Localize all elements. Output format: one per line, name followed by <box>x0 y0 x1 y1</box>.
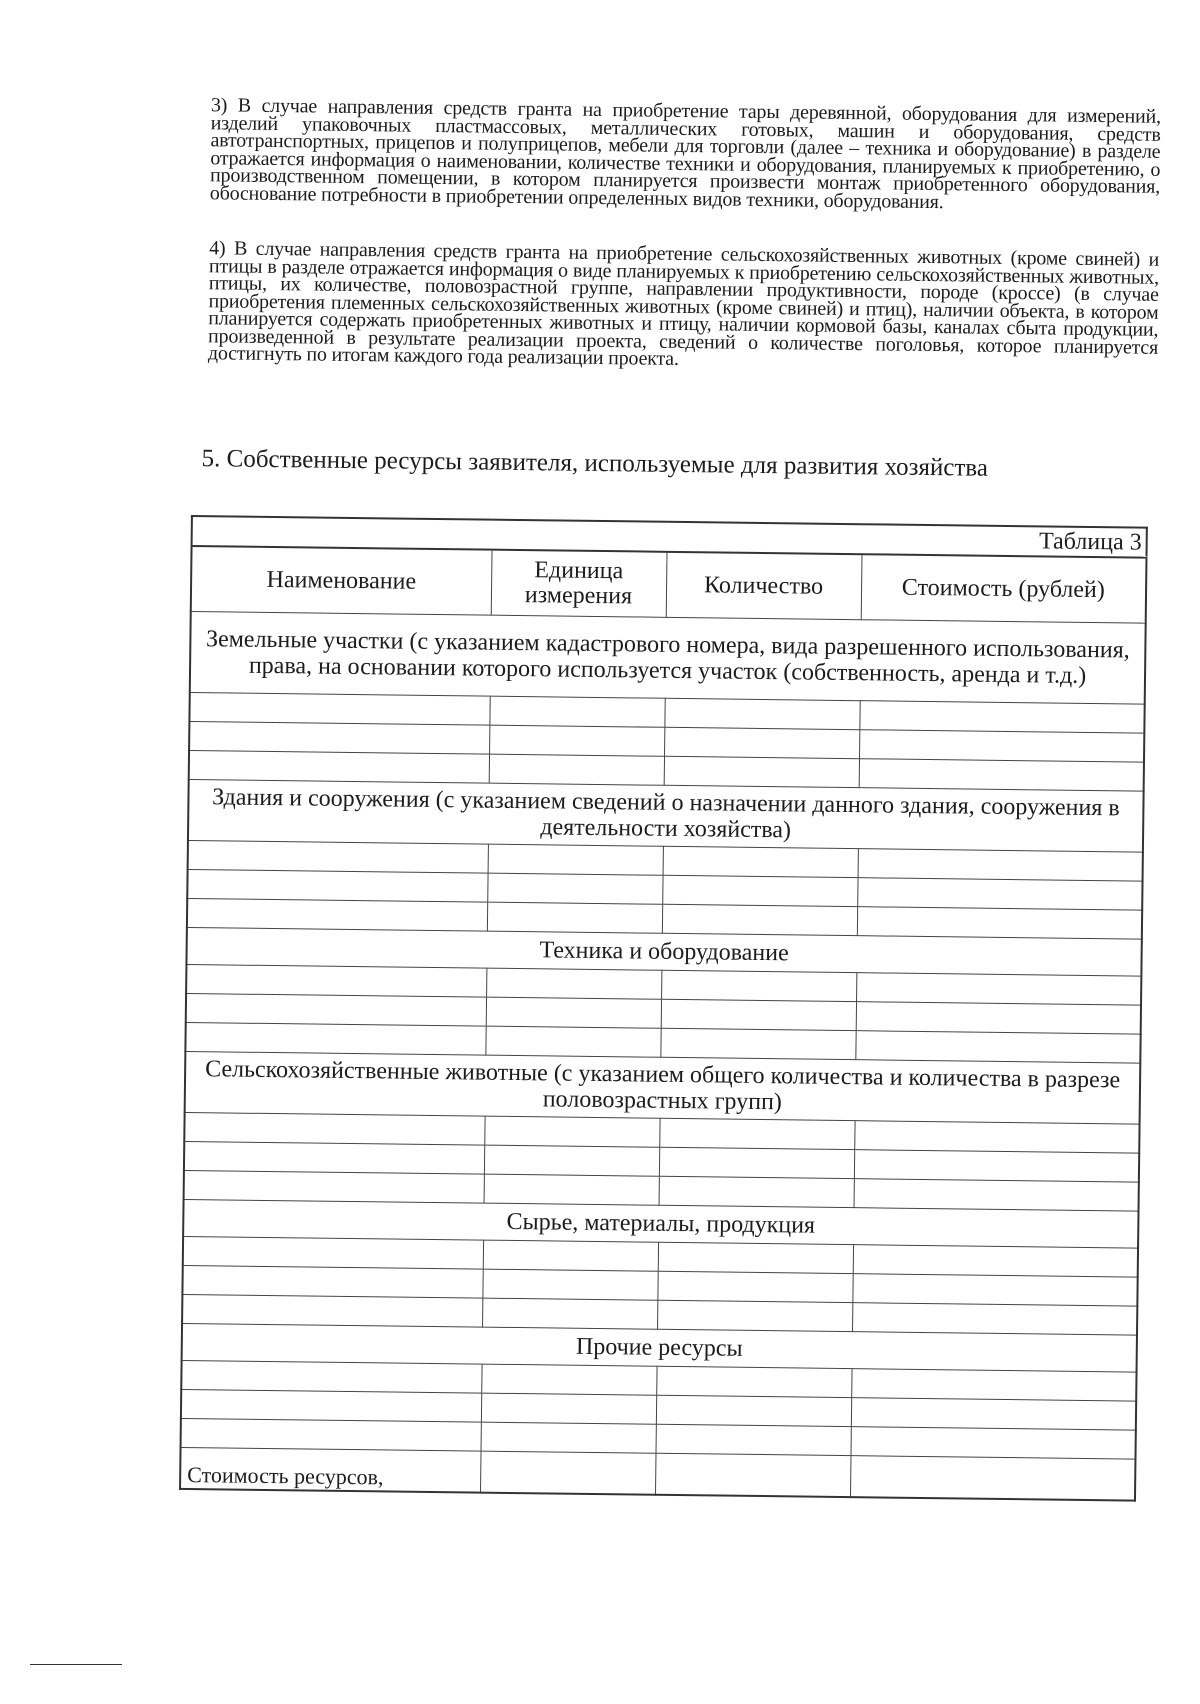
table-cell[interactable] <box>485 1026 660 1057</box>
resources-table <box>179 515 1148 1502</box>
table-cell[interactable] <box>486 968 661 999</box>
table-cell[interactable] <box>186 964 486 997</box>
table-cell[interactable] <box>187 869 487 902</box>
table-cell[interactable] <box>658 1242 853 1273</box>
header-unit: Единица измерения <box>491 550 667 618</box>
table-cell[interactable] <box>656 1424 851 1455</box>
table-cell[interactable] <box>481 1422 656 1453</box>
table-cell[interactable] <box>854 1179 1139 1211</box>
table-cell[interactable] <box>182 1294 482 1327</box>
table-cell[interactable] <box>859 759 1144 791</box>
table-cell[interactable] <box>480 1451 655 1495</box>
footnote-separator <box>30 1664 122 1665</box>
table-cell[interactable] <box>859 730 1144 762</box>
table-cell[interactable] <box>656 1366 851 1397</box>
table-caption: Таблица 3 <box>1038 528 1142 556</box>
table-cell[interactable] <box>659 1147 854 1178</box>
table-cell[interactable] <box>188 840 488 873</box>
table-cell[interactable] <box>859 701 1144 733</box>
table-cell[interactable] <box>662 875 857 906</box>
section-animals: Сельскохозяйственные животные (с указанием общего количества и количества в разрезе половозрастных групп) <box>185 1051 1141 1124</box>
table-cell[interactable] <box>657 1271 852 1302</box>
table-cell[interactable] <box>856 1002 1141 1034</box>
table-cell[interactable] <box>659 1176 854 1207</box>
table-cell[interactable] <box>664 698 859 729</box>
table-cell[interactable] <box>181 1389 481 1422</box>
table-cell[interactable] <box>484 1174 659 1205</box>
table-cell[interactable] <box>854 1150 1139 1182</box>
table-header-row <box>191 546 1147 623</box>
table-cell[interactable] <box>659 1118 854 1149</box>
table-cell[interactable] <box>850 1427 1135 1459</box>
section-buildings: Здания и сооружения (с указанием сведений о назначении данного здания, сооружения в деятельности хозяйства) <box>188 779 1144 852</box>
total-label: Стоимость ресурсов, <box>180 1447 480 1492</box>
table-cell[interactable] <box>853 1245 1138 1277</box>
table-cell[interactable] <box>184 1170 484 1203</box>
table-cell[interactable] <box>185 1022 485 1055</box>
table-cell[interactable] <box>186 993 486 1026</box>
table-cell[interactable] <box>189 750 489 783</box>
table-cell[interactable] <box>182 1265 482 1298</box>
table-cell[interactable] <box>183 1236 483 1269</box>
table-cell[interactable] <box>189 721 489 754</box>
table-cell[interactable] <box>851 1398 1136 1430</box>
resources-table-container <box>179 515 1146 1502</box>
table-cell[interactable] <box>488 844 663 875</box>
section-heading: 5. Собственные ресурсы заявителя, используемые для развития хозяйства <box>201 445 989 482</box>
section-land: Земельные участки (с указанием кадастрового номера, вида разрешенного использования, права, на основании которого используется участок (собственность, аренда и т.д.) <box>190 612 1146 705</box>
table-cell[interactable] <box>852 1274 1137 1306</box>
table-cell[interactable] <box>187 898 487 931</box>
table-cell[interactable] <box>489 696 664 727</box>
table-cell[interactable] <box>481 1393 656 1424</box>
table-cell[interactable] <box>657 1300 852 1331</box>
section-other-resources: Прочие ресурсы <box>182 1323 1137 1372</box>
table-cell[interactable] <box>854 1121 1139 1153</box>
table-cell[interactable] <box>483 1240 658 1271</box>
table-cell[interactable] <box>851 1369 1136 1401</box>
section-equipment: Техника и оборудование <box>186 927 1141 976</box>
table-cell[interactable] <box>852 1303 1137 1335</box>
table-cell[interactable] <box>489 754 664 785</box>
table-cell[interactable] <box>487 902 662 933</box>
table-cell[interactable] <box>664 756 859 787</box>
table-cell[interactable] <box>481 1364 656 1395</box>
table-cell[interactable] <box>855 1031 1140 1063</box>
header-cost: Стоимость (рублей) <box>861 554 1147 623</box>
table-cell[interactable] <box>486 997 661 1028</box>
table-cell[interactable] <box>660 1028 855 1059</box>
table-cell[interactable] <box>484 1145 659 1176</box>
table-cell[interactable] <box>184 1141 484 1174</box>
table-cell[interactable] <box>857 878 1142 910</box>
table-cell[interactable] <box>181 1360 481 1393</box>
table-cell[interactable] <box>489 725 664 756</box>
table-cell[interactable] <box>850 1456 1136 1501</box>
table-cell[interactable] <box>189 692 489 725</box>
table-cell[interactable] <box>482 1298 657 1329</box>
table-cell[interactable] <box>482 1269 657 1300</box>
table-cell[interactable] <box>663 846 858 877</box>
table-cell[interactable] <box>857 907 1142 939</box>
table-cell[interactable] <box>661 999 856 1030</box>
table-cell[interactable] <box>661 970 856 1001</box>
table-cell[interactable] <box>656 1395 851 1426</box>
table-cell[interactable] <box>662 904 857 935</box>
table-cell[interactable] <box>181 1418 481 1451</box>
table-cell[interactable] <box>484 1116 659 1147</box>
header-quantity: Количество <box>666 552 862 620</box>
table-cell[interactable] <box>664 727 859 758</box>
table-cell[interactable] <box>655 1453 850 1497</box>
table-cell[interactable] <box>184 1112 484 1145</box>
section-raw-materials: Сырье, материалы, продукция <box>183 1199 1138 1248</box>
table-cell[interactable] <box>858 849 1143 881</box>
table-cell[interactable] <box>487 873 662 904</box>
paragraph-4: 4) В случае направления средств гранта на приобретение сельскохозяйственных животных (кроме свиней) и птицы в разделе отражается информация о виде планируемых к приобретению сельскохозяйственных животных, птицы, их количестве, половозрастной группе, направлении продуктивности, породе (кроссе) (в случае приобретения племенных сельскохозяйственных животных (кроме свиней) и птиц), наличии объекта, в котором планируется содержать приобретенных животных и птицу, наличии кормовой базы, каналах сбыта продукции, произведенной в результате реализации проекта, сведений о количестве поголовья, которое планируется достигнуть по итогам каждого года реализации проекта. <box>207 237 1160 370</box>
table-cell[interactable] <box>856 973 1141 1005</box>
paragraph-3: 3) В случае направления средств гранта на приобретение тары деревянной, оборудования для измерений, изделий упаковочных пластмассовых, металлических готовых, машин и оборудования, средств автотранспортных, прицепов и полуприцепов, мебели для торговли (далее – техника и оборудование) в разделе отражается информация о наименовании, количестве техники и оборудования, планируемых к приобретению, о производственном помещении, в котором планируется произвести монтаж приобретенного оборудования, обоснование потребности в приобретении определенных видов техники, оборудования. <box>209 94 1162 213</box>
header-name: Наименование <box>191 546 492 615</box>
